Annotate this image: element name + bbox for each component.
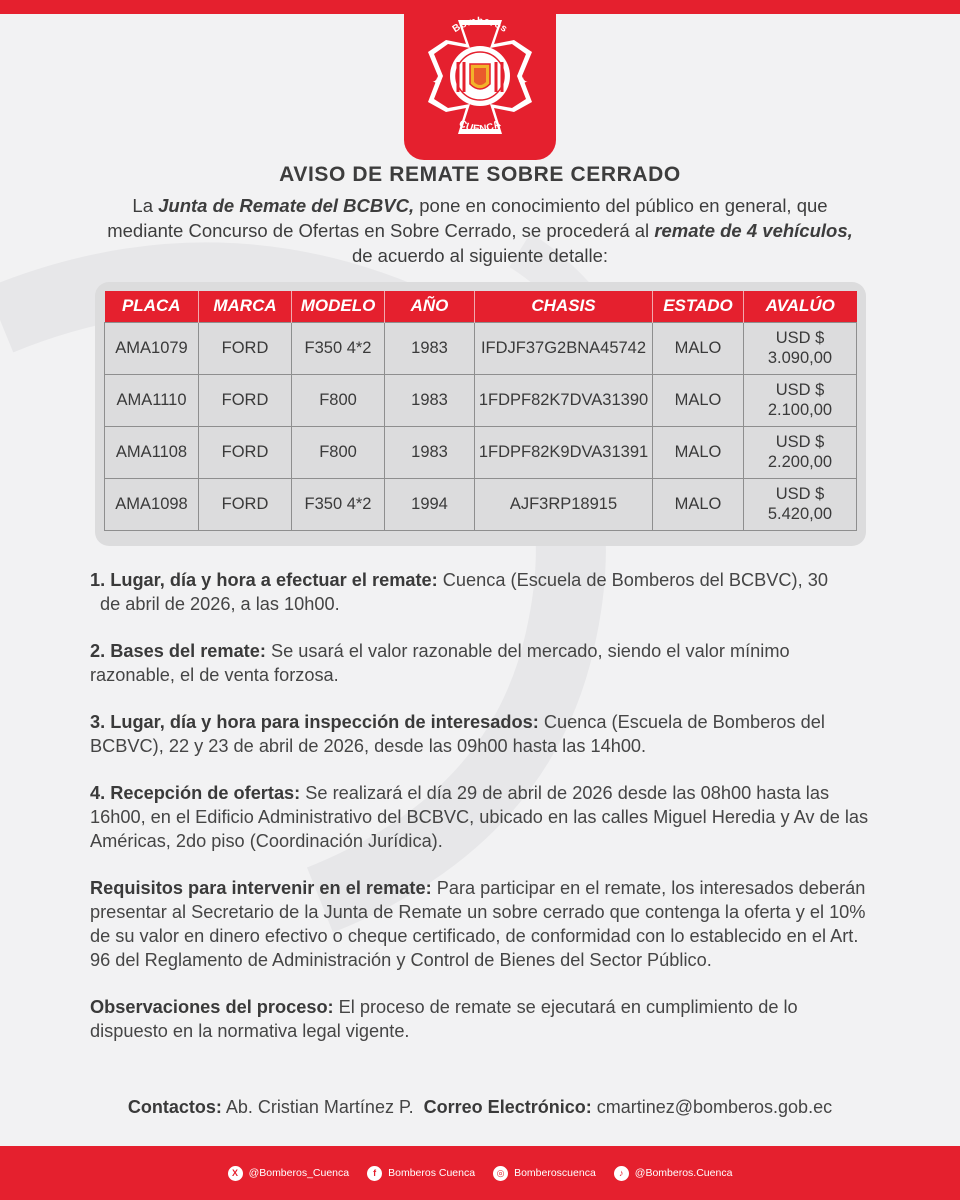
social-link-tiktok[interactable] bbox=[614, 1166, 733, 1181]
cell-estado: MALO bbox=[653, 322, 744, 374]
section-text: Cuenca (Escuela de Bomberos del BCBVC), 30 bbox=[437, 570, 828, 590]
email-label: Correo Electrónico: bbox=[423, 1097, 592, 1117]
section-label: 3. Lugar, día y hora para inspección de interesados: bbox=[90, 712, 539, 732]
cell-estado: MALO bbox=[653, 426, 744, 478]
cell-marca: FORD bbox=[199, 374, 292, 426]
page-title: AVISO DE REMATE SOBRE CERRADO bbox=[279, 163, 681, 186]
svg-text:✦: ✦ bbox=[432, 75, 443, 89]
section-observaciones bbox=[90, 995, 872, 1043]
section-text: Se usará el valor razonable del mercado, siendo el valor mínimo razonable, el de venta forzosa. bbox=[90, 641, 790, 685]
bomberos-cuenca-logo bbox=[414, 6, 546, 148]
logo-top-text: Bomberos bbox=[450, 15, 510, 36]
col-header-estado: ESTADO bbox=[653, 291, 744, 322]
cell-placa: AMA1098 bbox=[105, 478, 199, 530]
cell-modelo: F350 4*2 bbox=[292, 478, 385, 530]
cell-anio: 1994 bbox=[385, 478, 475, 530]
cell-avaluo bbox=[744, 374, 857, 426]
cell-chasis: 1FDPF82K7DVA31390 bbox=[475, 374, 653, 426]
intro-paragraph bbox=[95, 193, 865, 268]
cell-anio: 1983 bbox=[385, 322, 475, 374]
section-label: 1. Lugar, día y hora a efectuar el remate: bbox=[90, 570, 438, 590]
section-text: Cuenca (Escuela de Bomberos del BCBVC), 22 y 23 de abril de 2026, desde las 09h00 hasta las 14h00. bbox=[90, 712, 825, 756]
table-row bbox=[105, 478, 857, 530]
avaluo-currency: USD $ bbox=[775, 433, 825, 451]
intro-bold-1: Junta de Remate del BCBVC, bbox=[158, 195, 415, 216]
intro-text-1: La bbox=[132, 195, 159, 216]
cell-avaluo bbox=[744, 426, 857, 478]
table-row bbox=[105, 374, 857, 426]
contact-email[interactable]: cmartinez@bomberos.gob.ec bbox=[591, 1097, 833, 1117]
avaluo-amount: 2.200,00 bbox=[767, 453, 833, 471]
cell-placa: AMA1108 bbox=[105, 426, 199, 478]
social-link-x[interactable] bbox=[228, 1166, 350, 1181]
table-header-row bbox=[105, 291, 857, 322]
avaluo-amount: 2.100,00 bbox=[767, 401, 833, 419]
col-header-chasis: CHASIS bbox=[475, 291, 653, 322]
cell-anio: 1983 bbox=[385, 426, 475, 478]
section-label: Requisitos para intervenir en el remate: bbox=[90, 878, 432, 898]
cell-marca: FORD bbox=[199, 478, 292, 530]
contacts-label: Contactos: bbox=[127, 1097, 222, 1117]
section-text: Para participar en el remate, los interesados deberán presentar al Secretario de la Junta de Remate un sobre cerrado que contenga la oferta y el 10% de su valor en dinero efectivo o cheque certificado, de conformidad con lo establecido en el Art. 96 del Reglamento de Administración y Control de Bienes del Sector Público. bbox=[90, 878, 866, 970]
col-header-anio: AÑO bbox=[385, 291, 475, 322]
instagram-icon: ◎ bbox=[493, 1166, 508, 1181]
col-header-marca: MARCA bbox=[199, 291, 292, 322]
cell-chasis: AJF3RP18915 bbox=[475, 478, 653, 530]
avaluo-amount: 3.090,00 bbox=[767, 349, 833, 367]
cell-avaluo bbox=[744, 478, 857, 530]
avaluo-currency: USD $ bbox=[775, 485, 825, 503]
section-text: Se realizará el día 29 de abril de 2026 desde las 08h00 hasta las 16h00, en el Edificio Administrativo del BCBVC, ubicado en las calles Miguel Heredia y Av de las Américas, 2do piso (Coordinación Jurídica). bbox=[90, 783, 869, 851]
cell-marca: FORD bbox=[199, 322, 292, 374]
cell-modelo: F800 bbox=[292, 374, 385, 426]
social-handle: Bomberos Cuenca bbox=[388, 1167, 476, 1179]
section-label: Observaciones del proceso: bbox=[90, 997, 334, 1017]
col-header-modelo: MODELO bbox=[292, 291, 385, 322]
social-handle: @Bomberos_Cuenca bbox=[248, 1167, 350, 1179]
social-handle: @Bomberos.Cuenca bbox=[634, 1167, 733, 1179]
vehicles-table bbox=[104, 291, 857, 531]
section-bases bbox=[90, 639, 872, 687]
table-row bbox=[105, 322, 857, 374]
section-text-continued: de abril de 2026, a las 10h00. bbox=[100, 594, 340, 614]
cell-estado: MALO bbox=[653, 478, 744, 530]
social-link-instagram[interactable] bbox=[493, 1166, 596, 1181]
col-header-placa: PLACA bbox=[105, 291, 199, 322]
tiktok-icon: ♪ bbox=[614, 1166, 629, 1181]
cell-placa: AMA1079 bbox=[105, 322, 199, 374]
facebook-icon: f bbox=[367, 1166, 382, 1181]
col-header-avaluo: AVALÚO bbox=[744, 291, 857, 322]
section-recepcion bbox=[90, 781, 872, 853]
section-text: El proceso de remate se ejecutará en cumplimiento de lo dispuesto en la normativa legal vigente. bbox=[90, 997, 798, 1041]
contact-name: Ab. Cristian Martínez P. bbox=[221, 1097, 414, 1117]
social-links bbox=[0, 1146, 960, 1200]
section-requisitos bbox=[90, 876, 872, 972]
contacts-line bbox=[0, 1097, 960, 1118]
social-handle: Bomberoscuenca bbox=[514, 1167, 596, 1179]
cell-anio: 1983 bbox=[385, 374, 475, 426]
cell-estado: MALO bbox=[653, 374, 744, 426]
cell-placa: AMA1110 bbox=[105, 374, 199, 426]
social-link-facebook[interactable] bbox=[367, 1166, 475, 1181]
avaluo-currency: USD $ bbox=[775, 329, 825, 347]
x-icon: X bbox=[228, 1166, 243, 1181]
cell-modelo: F350 4*2 bbox=[292, 322, 385, 374]
svg-text:✦: ✦ bbox=[518, 75, 529, 89]
logo-bottom-text: CUENCA bbox=[456, 118, 504, 136]
intro-text-2: pone en conocimiento del público en general, que mediante Concurso de Ofertas en Sobre Cerrado, se procederá al bbox=[107, 195, 828, 241]
intro-text-3: de acuerdo al siguiente detalle: bbox=[351, 245, 609, 266]
cell-marca: FORD bbox=[199, 426, 292, 478]
section-label: 4. Recepción de ofertas: bbox=[90, 783, 301, 803]
section-lugar-remate bbox=[90, 568, 872, 616]
cell-chasis: 1FDPF82K9DVA31391 bbox=[475, 426, 653, 478]
footer-bar bbox=[0, 1146, 960, 1200]
cell-chasis: IFDJF37G2BNA45742 bbox=[475, 322, 653, 374]
avaluo-amount: 5.420,00 bbox=[767, 505, 833, 523]
section-inspeccion bbox=[90, 710, 872, 758]
auction-details bbox=[90, 568, 872, 1066]
intro-bold-2: remate de 4 vehículos, bbox=[654, 220, 853, 241]
cell-avaluo bbox=[744, 322, 857, 374]
cell-modelo: F800 bbox=[292, 426, 385, 478]
table-row bbox=[105, 426, 857, 478]
section-label: 2. Bases del remate: bbox=[90, 641, 266, 661]
avaluo-currency: USD $ bbox=[775, 381, 825, 399]
